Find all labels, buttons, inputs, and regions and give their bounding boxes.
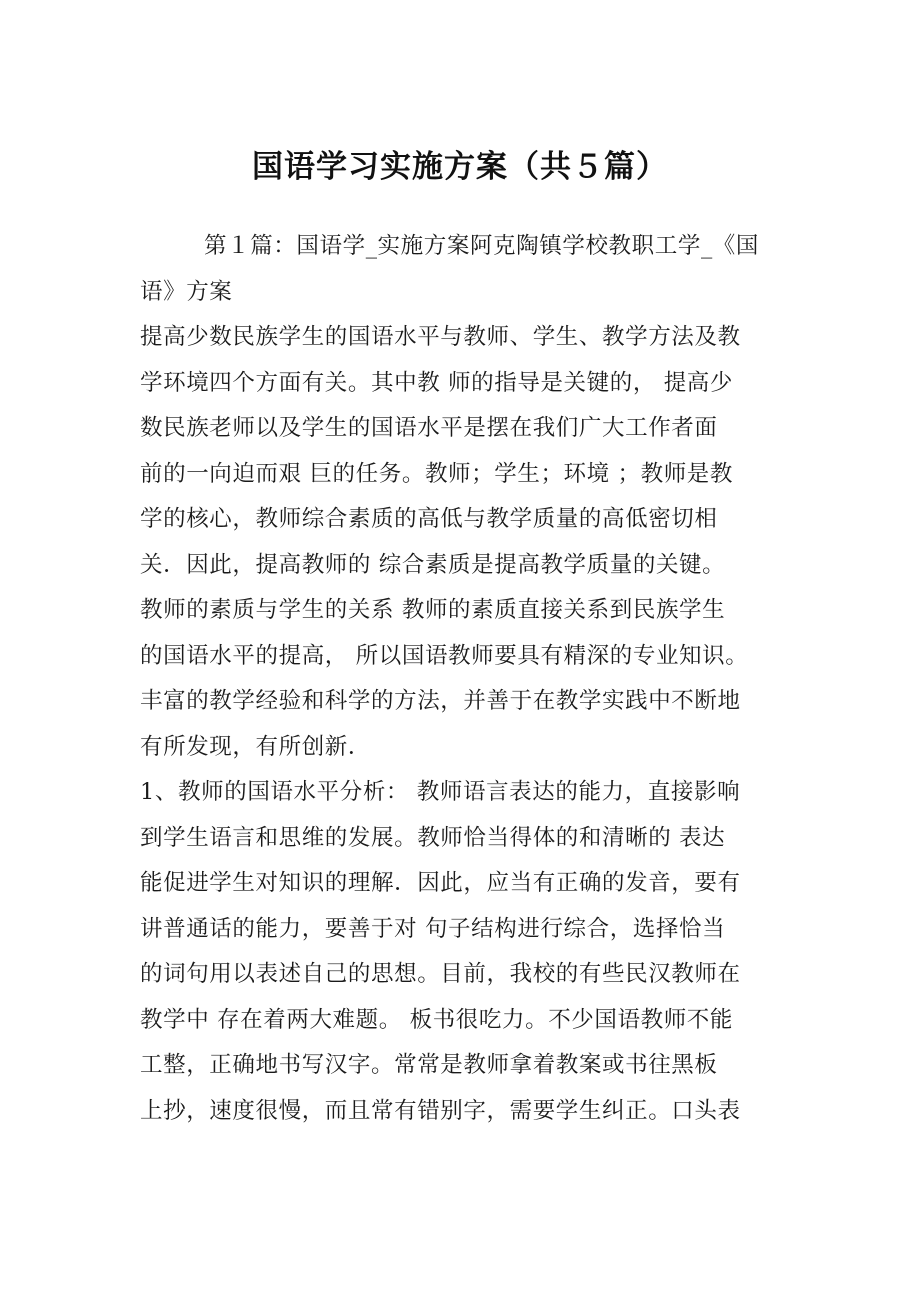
text-line-heading: 第１篇：国语学_实施方案阿克陶镇学校教职工学_《国	[204, 233, 760, 259]
text-line: 上抄，速度很慢，而且常有错别字，需要学生纠正。口头表	[140, 1097, 741, 1124]
text-line: 能促进学生对知识的理解．因此，应当有正确的发音，要有	[140, 870, 741, 896]
document-body	[140, 224, 784, 1134]
document-title: 国语学习实施方案（共５篇）	[252, 149, 668, 185]
text-line: 教学中 存在着两大难题。 板书很吃力。不少国语教师不能	[140, 1006, 734, 1033]
text-line: 1、教师的国语水平分析： 教师语言表达的能力，直接影响	[140, 779, 741, 805]
text-line: 的词句用以表述自己的思想。目前，我校的有些民汉教师在	[140, 961, 741, 987]
text-line: 语》方案	[140, 278, 233, 305]
text-line: 关．因此，提高教师的 综合素质是提高教学质量的关键。	[140, 551, 726, 578]
text-line: 工整，正确地书写汉字。常常是教师拿着教案或书往黑板	[140, 1052, 718, 1078]
text-line: 提高少数民族学生的国语水平与教师、学生、教学方法及教	[140, 324, 741, 350]
text-line: 前的一向迫而艰 巨的任务。教师；学生；环境 ；教师是教	[140, 460, 734, 487]
text-line: 有所发现，有所创新．	[140, 733, 372, 760]
text-line: 的国语水平的提高， 所以国语教师要具有精深的专业知识。	[140, 642, 749, 669]
text-line: 到学生语言和思维的发展。教师恰当得体的和清晰的 表达	[140, 824, 726, 851]
text-line: 讲普通话的能力，要善于对 句子结构进行综合，选择恰当	[140, 915, 726, 942]
text-line: 数民族老师以及学生的国语水平是摆在我们广大工作者面	[140, 415, 718, 441]
text-line: 教师的素质与学生的关系 教师的素质直接关系到民族学生	[140, 597, 726, 623]
text-line: 学的核心，教师综合素质的高低与教学质量的高低密切相	[140, 506, 718, 532]
text-line: 学环境四个方面有关。其中教 师的指导是关键的， 提高少	[140, 369, 734, 396]
text-line: 丰富的教学经验和科学的方法，并善于在教学实践中不断地	[140, 688, 741, 714]
